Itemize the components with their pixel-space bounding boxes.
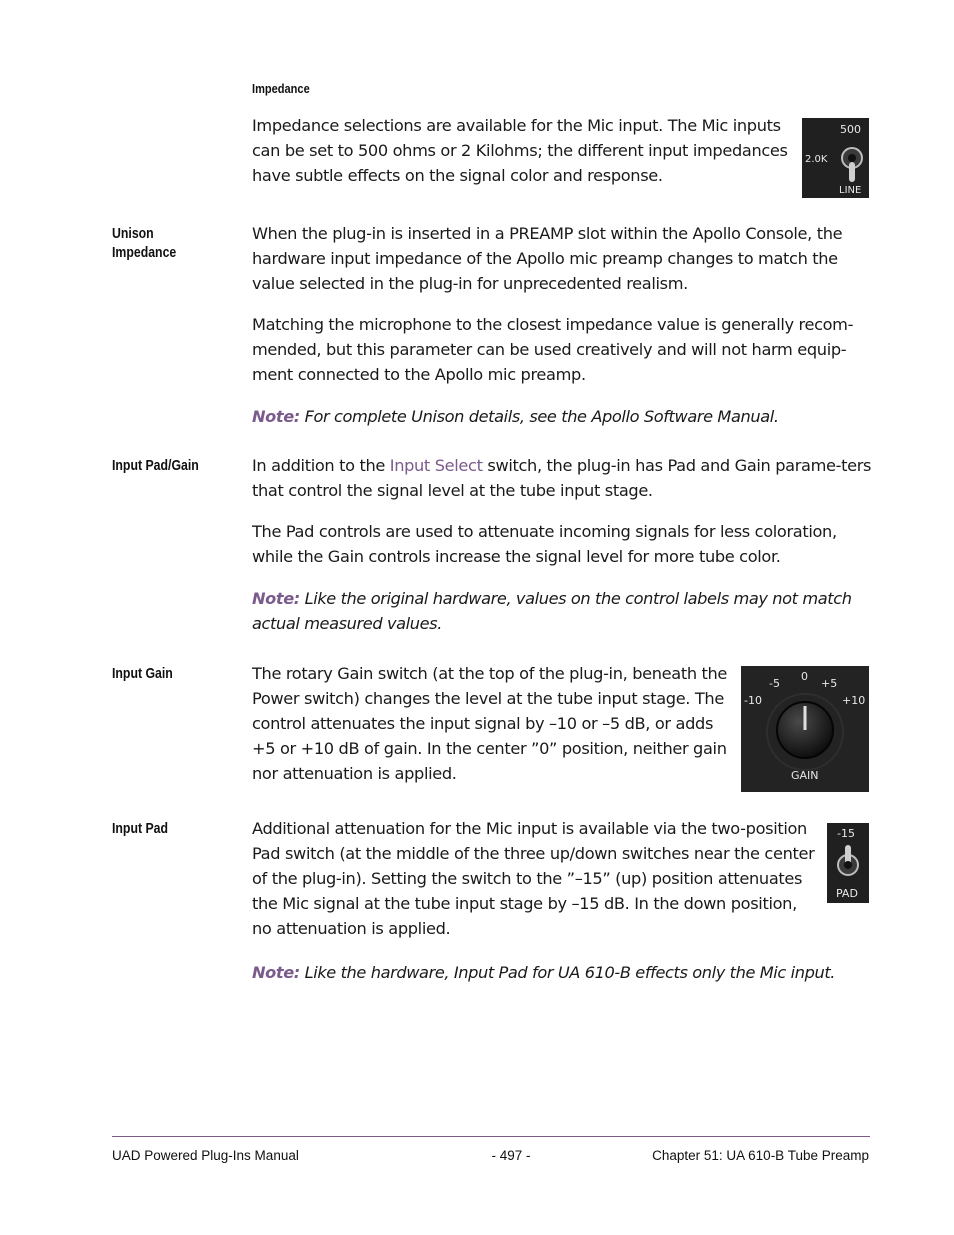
impedance-text: Impedance selections are available for the Mic input. The Mic inputs can be set to 500 ohms or 2 Kilohms; the different input impedances have subtle effects on the signal color and response. xyxy=(252,116,788,185)
unison-paragraph-1: When the plug-in is inserted in a PREAMP slot within the Apollo Console, the hardware input impedance of the Apollo mic preamp changes to match the value selected in the plug-in for unprecedented realism. xyxy=(252,224,843,293)
gain-label-m10: -10 xyxy=(744,694,762,707)
pad-gain-note-label: Note: xyxy=(252,589,300,608)
input-pad-note-label: Note: xyxy=(252,963,300,982)
input-gain-heading: Input Gain xyxy=(112,665,173,682)
unison-heading-line1: Unison xyxy=(112,225,154,242)
gain-knob-graphic xyxy=(741,666,869,792)
impedance-switch-image xyxy=(802,118,869,198)
pad-gain-paragraph-1 xyxy=(252,453,872,503)
pad-gain-heading: Input Pad/Gain xyxy=(112,457,199,474)
impedance-label-line: LINE xyxy=(839,185,862,196)
footer-page-number: - 497 - xyxy=(491,1148,531,1163)
input-pad-text: Additional attenuation for the Mic input is available via the two-position Pad switch (at the middle of the three up/down switches near the center of the plug-in). Setting the switch to the ”–15” (up) position attenuates the Mic signal at the tube input stage by –15 dB. In the down position, no attenuation is applied. xyxy=(252,819,815,938)
unison-heading xyxy=(112,224,219,262)
pad-switch-graphic xyxy=(827,823,869,903)
unison-paragraph-2: Matching the microphone to the closest impedance value is generally recom-mended, but this parameter can be used creatively and will not harm equip-ment connected to the Apollo mic preamp. xyxy=(252,315,854,384)
gain-label-m5: -5 xyxy=(769,677,780,690)
unison-note xyxy=(252,404,872,429)
footer-chapter-title: Chapter 51: UA 610-B Tube Preamp xyxy=(652,1148,869,1163)
pad-label-pad: PAD xyxy=(836,887,858,900)
impedance-switch-graphic xyxy=(802,118,869,198)
input-pad-note-text: Like the hardware, Input Pad for UA 610-B effects only the Mic input. xyxy=(299,963,836,982)
gain-label-p5: +5 xyxy=(821,677,838,690)
gain-knob-image xyxy=(741,666,869,792)
pad-gain-text-pre: In addition to the xyxy=(252,456,390,475)
pad-gain-text-post: switch, the plug-in has Pad and Gain parame-ters that control the signal level at the tube input stage. xyxy=(252,456,872,500)
gain-label-gain: GAIN xyxy=(791,769,819,782)
input-select-link[interactable]: Input Select xyxy=(389,456,483,475)
unison-heading-line2: Impedance xyxy=(112,244,177,261)
gain-label-p10: +10 xyxy=(842,694,866,707)
input-gain-text: The rotary Gain switch (at the top of the plug-in, beneath the Power switch) changes the level at the tube input stage. The control attenuates the input signal by –10 or –5 dB, or adds +5 or +10 dB of gain. In the center ”0” position, neither gain nor attenuation is applied. xyxy=(252,664,728,783)
footer-divider xyxy=(112,1136,870,1137)
pad-switch-image xyxy=(827,823,869,903)
input-pad-heading: Input Pad xyxy=(112,820,169,837)
pad-label-m15: -15 xyxy=(837,827,855,840)
unison-note-text: For complete Unison details, see the Apollo Software Manual. xyxy=(299,407,779,426)
gain-label-0: 0 xyxy=(801,670,808,683)
impedance-label-500: 500 xyxy=(840,123,861,136)
pad-gain-paragraph-2: The Pad controls are used to attenuate incoming signals for less coloration, while the Gain controls increase the signal level for more tube color. xyxy=(252,522,837,566)
footer-manual-title: UAD Powered Plug-Ins Manual xyxy=(112,1148,299,1163)
impedance-heading: Impedance xyxy=(252,81,310,96)
impedance-label-2k: 2.0K xyxy=(805,154,828,165)
input-pad-note xyxy=(252,960,882,985)
pad-gain-note-text: Like the original hardware, values on the control labels may not match actual measured values. xyxy=(252,589,852,633)
unison-note-label: Note: xyxy=(252,407,300,426)
pad-gain-note xyxy=(252,586,872,636)
